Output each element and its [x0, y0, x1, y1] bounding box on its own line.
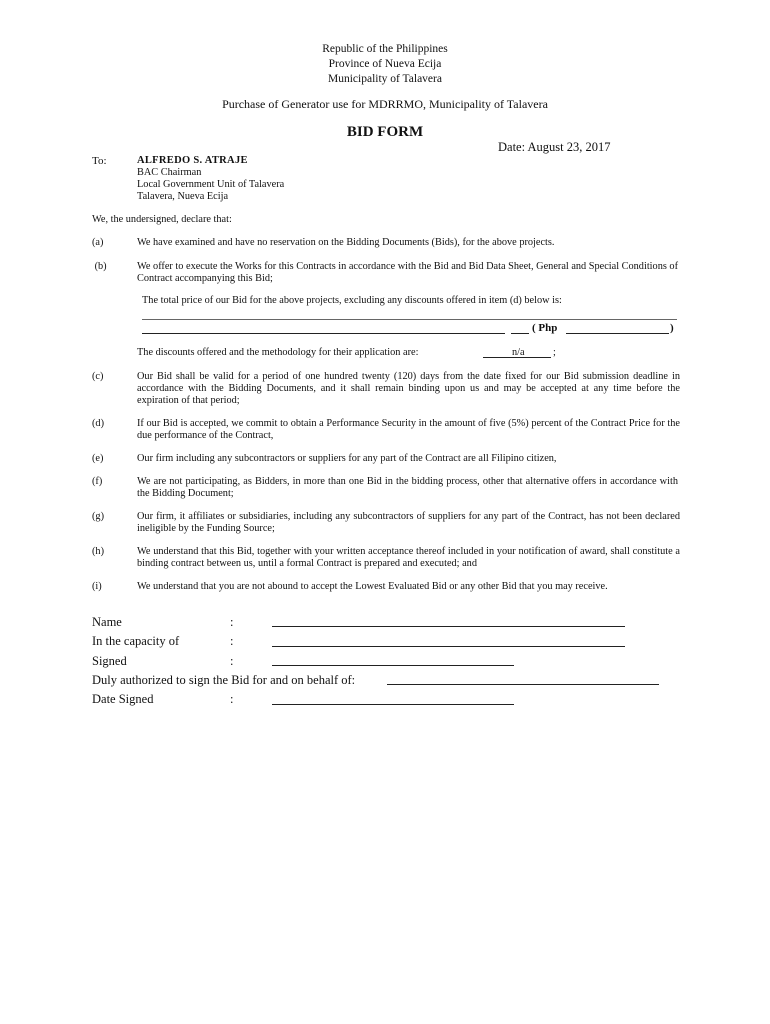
header-province: Province of Nueva Ecija	[328, 58, 442, 70]
item-b-text: We offer to execute the Works for this Contracts in accordance with the Bid and Bid Data Sheet, General and Special Conditions of Contract accompanying this Bid;	[137, 261, 678, 284]
item-h-label: (h)	[92, 546, 105, 557]
form-date: Date: August 23, 2017	[498, 140, 611, 154]
header-country: Republic of the Philippines	[322, 43, 448, 55]
item-f-label: (f)	[92, 476, 103, 487]
item-f-text: We are not participating, as Bidders, in more than one Bid in the bidding process, other that alternative offers in accordance with the Bidding Document;	[137, 476, 678, 499]
date-signed-label: Date Signed	[92, 692, 154, 706]
signed-label: Signed	[92, 654, 127, 668]
recipient-name: ALFREDO S. ATRAJE	[137, 155, 248, 166]
name-label: Name	[92, 615, 122, 629]
authorized-label: Duly authorized to sign the Bid for and on behalf of:	[92, 673, 356, 687]
name-field[interactable]	[272, 626, 625, 627]
price-words-line[interactable]	[142, 319, 677, 320]
authorized-field[interactable]	[387, 684, 659, 685]
item-g-text: Our firm, it affiliates or subsidiaries, including any subcontractors of suppliers for any part of the Contract, has not been declared ineligible by the Funding Source;	[137, 511, 680, 534]
recipient-title: BAC Chairman	[137, 167, 202, 178]
date-signed-colon: :	[230, 692, 234, 706]
price-short-line	[511, 333, 529, 334]
item-i-label: (i)	[92, 581, 102, 592]
date-signed-field[interactable]	[272, 704, 514, 705]
capacity-label: In the capacity of	[92, 634, 180, 648]
price-intro: The total price of our Bid for the above projects, excluding any discounts offered in item (d) below is:	[142, 295, 562, 306]
item-i-text: We understand that you are not abound to accept the Lowest Evaluated Bid or any other Bid that you may receive.	[137, 581, 608, 592]
discounts-value: n/a	[512, 347, 525, 358]
discounts-text: The discounts offered and the methodology for their application are:	[137, 347, 419, 358]
php-label: ( Php	[532, 322, 558, 334]
recipient-office: Local Government Unit of Talavera	[137, 179, 285, 190]
name-colon: :	[230, 615, 234, 629]
recipient-address: Talavera, Nueva Ecija	[137, 191, 229, 202]
item-b-label: (b)	[92, 261, 107, 272]
item-g-label: (g)	[92, 511, 105, 522]
price-words-line-2[interactable]	[142, 333, 505, 334]
capacity-colon: :	[230, 634, 234, 648]
purpose-line: Purchase of Generator use for MDRRMO, Municipality of Talavera	[222, 97, 548, 111]
item-a-text: We have examined and have no reservation on the Bidding Documents (Bids), for the above projects.	[137, 237, 555, 248]
item-e-text: Our firm including any subcontractors or suppliers for any part of the Contract are all Filipino citizen,	[137, 453, 557, 464]
signed-field[interactable]	[272, 665, 514, 666]
item-c-text: Our Bid shall be valid for a period of one hundred twenty (120) days from the date fixed for our Bid submission deadline in accordance with the Bidding Documents, and it shall remain binding upon us and may be accepted at any time before the expiration of that period;	[137, 371, 680, 406]
signed-colon: :	[230, 654, 234, 668]
form-title: BID FORM	[346, 124, 424, 140]
item-h-text: We understand that this Bid, together with your written acceptance thereof included in your notification of award, shall constitute a binding contract between us, until a formal Contract is prepared and executed; and	[137, 546, 680, 569]
item-d-label: (d)	[92, 418, 105, 429]
intro-text: We, the undersigned, declare that:	[92, 214, 232, 225]
discounts-end: ;	[553, 347, 556, 358]
item-c-label: (c)	[92, 371, 104, 382]
header-municipality: Municipality of Talavera	[328, 73, 442, 85]
php-close: )	[670, 322, 674, 334]
capacity-field[interactable]	[272, 646, 625, 647]
item-a-label: (a)	[92, 237, 104, 248]
item-d-text: If our Bid is accepted, we commit to obtain a Performance Security in the amount of five (5%) percent of the Contract Price for the due performance of the Contract,	[137, 418, 680, 441]
price-amount-field[interactable]	[566, 333, 669, 334]
to-label: To:	[92, 155, 107, 167]
item-e-label: (e)	[92, 453, 104, 464]
